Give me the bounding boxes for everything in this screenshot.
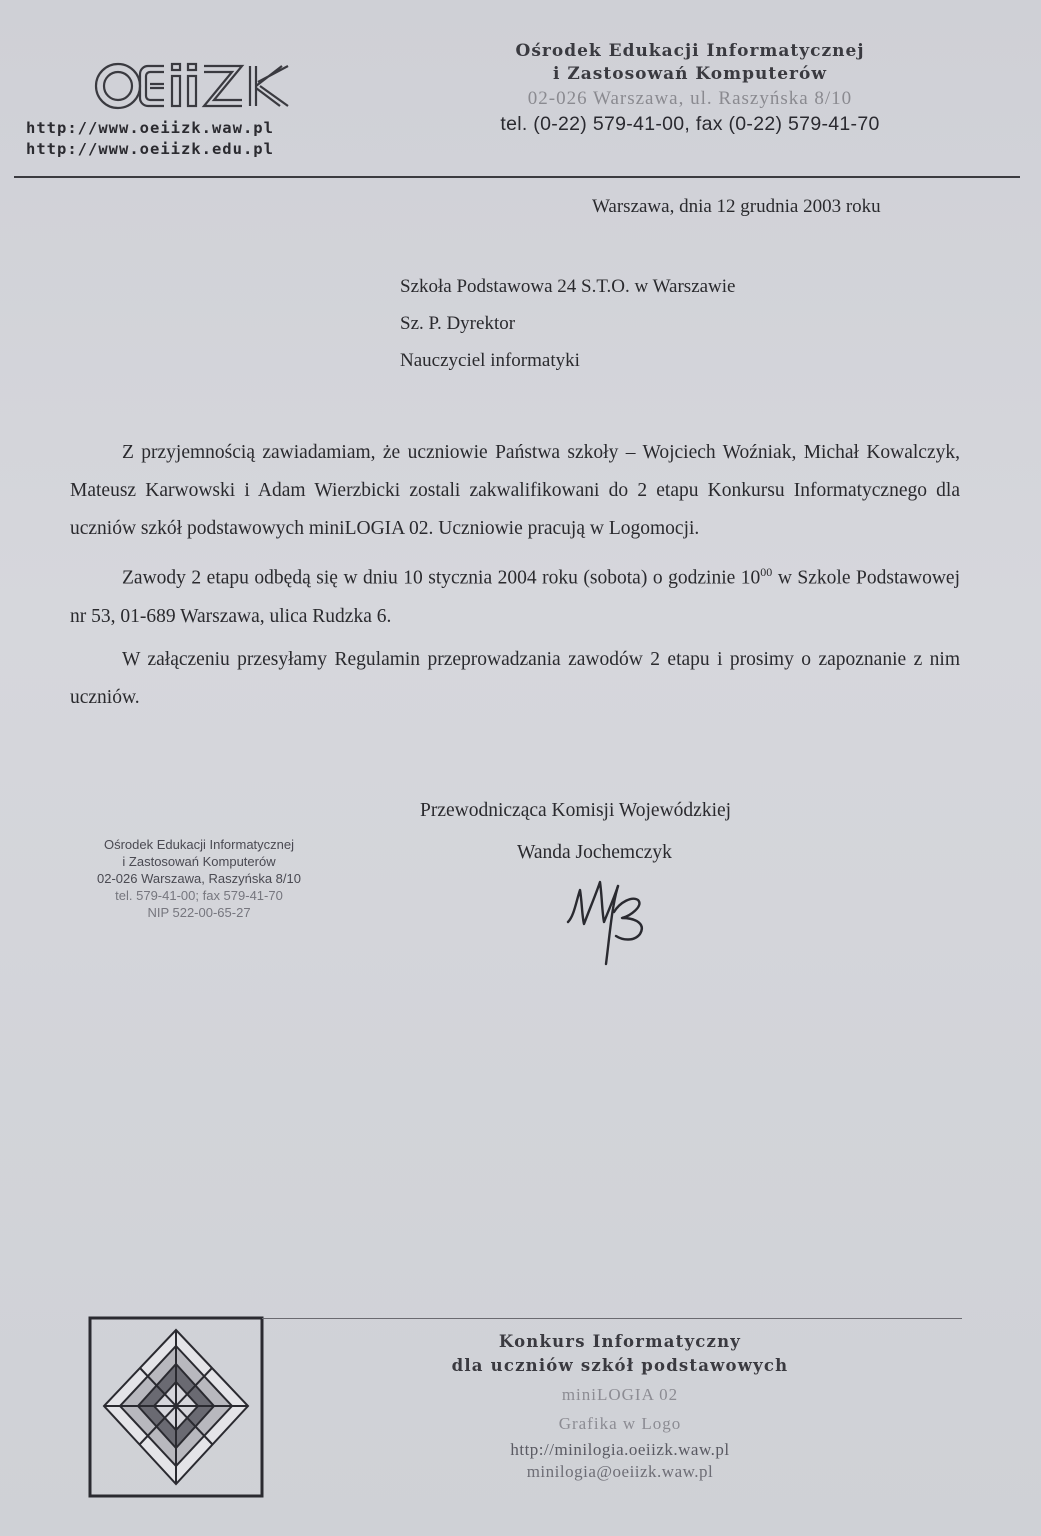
- paragraph-1: Z przyjemnością zawiadamiam, że uczniowie Państwa szkoły – Wojciech Woźniak, Michał Kowalczyk, Mateusz Karwowski i Adam Wierzbicki zostali zakwalifikowani do 2 etapu Konkursu Informatycznego dla uczniów szkół podstawowych miniLOGIA 02. Uczniowie pracują w Logomocji.: [70, 442, 960, 539]
- oeiizk-logo: [92, 45, 298, 114]
- paragraph-3: W załączeniu przesyłamy Regulamin przeprowadzania zawodów 2 etapu i prosimy o zapoznanie z nim uczniów.: [70, 648, 960, 708]
- recipient-teacher: Nauczyciel informatyki: [400, 350, 580, 371]
- footer-contest-name: Konkurs Informatyczny: [498, 1332, 742, 1351]
- logo-text: OEiiZK: [92, 45, 144, 62]
- org-name-line2: i Zastosowań Komputerów: [553, 64, 827, 84]
- date-line: Warszawa, dnia 12 grudnia 2003 roku: [592, 196, 881, 217]
- recipient-director: Sz. P. Dyrektor: [400, 313, 516, 334]
- handwritten-signature: [560, 859, 670, 972]
- contest-footer: [340, 1330, 900, 1483]
- recipient-school: Szkoła Podstawowa 24 S.T.O. w Warszawie: [400, 276, 736, 297]
- stamp-line4: tel. 579-41-00; fax 579-41-70: [115, 888, 283, 903]
- stamp-line2: i Zastosowań Komputerów: [122, 854, 276, 869]
- footer-email[interactable]: minilogia@oeiizk.waw.pl: [526, 1462, 714, 1481]
- website-urls: [26, 118, 274, 160]
- footer-audience: dla uczniów szkół podstawowych: [451, 1356, 789, 1375]
- footer-divider: [262, 1318, 962, 1319]
- header-divider: [14, 176, 1020, 178]
- footer-topic: Grafika w Logo: [558, 1414, 682, 1433]
- org-name-line1: Ośrodek Edukacji Informatycznej: [515, 41, 865, 61]
- stamp-line5: NIP 522-00-65-27: [147, 905, 251, 920]
- url-edu[interactable]: http://www.oeiizk.edu.pl: [26, 140, 274, 158]
- contest-logo-icon: [88, 1316, 264, 1498]
- letter-body: [70, 434, 960, 717]
- letterhead: [440, 40, 940, 136]
- signature-initials: WJ: [560, 859, 582, 876]
- signer-title: Przewodnicząca Komisji Wojewódzkiej: [420, 800, 732, 821]
- recipient-block: [400, 268, 736, 379]
- org-phone: tel. (0-22) 579-41-00, fax (0-22) 579-41-70: [500, 113, 880, 135]
- institution-stamp: [74, 836, 324, 921]
- stamp-line1: Ośrodek Edukacji Informatycznej: [103, 837, 295, 852]
- org-address: 02-026 Warszawa, ul. Raszyńska 8/10: [527, 88, 853, 109]
- stamp-line3: 02-026 Warszawa, Raszyńska 8/10: [96, 871, 301, 886]
- time-superscript: 00: [760, 565, 773, 579]
- footer-edition: miniLOGIA 02: [561, 1385, 679, 1404]
- signer-name: Wanda Jochemczyk: [517, 842, 672, 863]
- paragraph-2: Zawody 2 etapu odbędą się w dniu 10 stycznia 2004 roku (sobota) o godzinie $10^{00}$ w Szkole Podstawowej nr 53, 01-689 Warszawa, ulica Rudzka 6.: [70, 565, 961, 627]
- url-waw[interactable]: http://www.oeiizk.waw.pl: [26, 119, 274, 137]
- footer-website[interactable]: http://minilogia.oeiizk.waw.pl: [510, 1440, 730, 1459]
